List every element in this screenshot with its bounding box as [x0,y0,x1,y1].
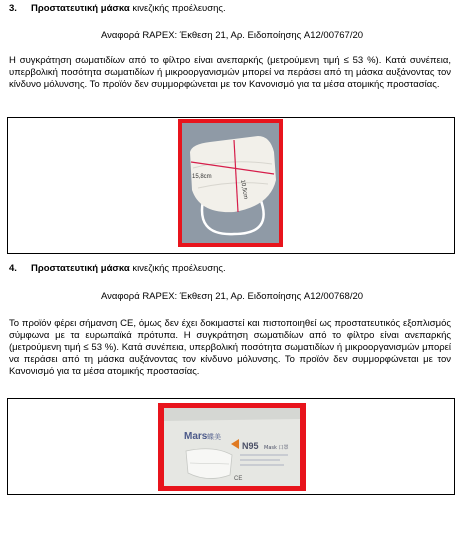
brand-logo-text: Mars [184,431,208,442]
box-print-line [240,464,284,466]
item-4-description: Το προϊόν φέρει σήμανση CE, όμως δεν έχει δοκιμαστεί και πιστοποιηθεί ως προστατευτικός εξοπλισμός σύμφωνα με τα ευρωπαϊκά πρότυπα. Η συγκράτηση σωματιδίων από το φίλτρο είναι ανεπαρκής (μετρούμενη τιμή ≤ 53 %). Κατά συνέπεια, υπερβολική ποσότητα σωματιδίων ή μικροοργανισμών μπορεί να περάσει από τη μάσκα αυξάνοντας τον κίνδυνο μόλυνσης. Το προϊόν δεν συμμορφώνεται με τον Κανονισμό για τα μέσα ατομικής προστασίας. [9,318,451,377]
box-top-edge [164,408,300,421]
item-4-title-rest: κινεζικής προέλευσης. [129,263,226,274]
model-text: N95 [242,441,259,451]
height-measure-label: 10,5cm [239,179,249,200]
item-4-title-bold: Προστατευτική μάσκα [31,263,130,274]
item-4-reference: Αναφορά RAPEX: Έκθεση 21, Αρ. Ειδοποίησης A12/00768/20 [100,291,364,302]
item-3-reference: Αναφορά RAPEX: Έκθεση 21, Αρ. Ειδοποίησης A12/00767/20 [100,30,364,41]
item-4-number: 4. [9,263,17,274]
item-3-title-bold: Προστατευτική μάσκα [31,3,130,14]
item-4-heading [9,263,226,275]
box-print-line [240,454,288,456]
ce-mark: CE [234,476,243,482]
item-4-photo-frame [7,398,455,495]
item-3-description: Η συγκράτηση σωματιδίων από το φίλτρο είναι ανεπαρκής (μετρούμενη τιμή ≤ 53 %). Κατά συνέπεια, υπερβολική ποσότητα σωματιδίων ή μικροοργανισμών μπορεί να περάσει από τη μάσκα αυξάνοντας τον κίνδυνο μόλυνσης. Το προϊόν δεν συμμορφώνεται με τον Κανονισμό για τα μέσα ατομικής προστασίας. [9,55,451,90]
brand-cn-text: 蝶美 [207,433,221,441]
box-print-line [240,459,280,461]
item-4-mask-box-photo [8,399,454,494]
item-3-heading [9,3,226,15]
item-3-mask-photo [8,118,454,253]
width-measure-label: 15,8cm [192,174,212,180]
item-3-title-rest: κινεζικής προέλευσης. [129,3,226,14]
item-3-number: 3. [9,3,17,14]
model-sub-text: Mask 口罩 [264,445,289,451]
item-3-photo-frame [7,117,455,254]
